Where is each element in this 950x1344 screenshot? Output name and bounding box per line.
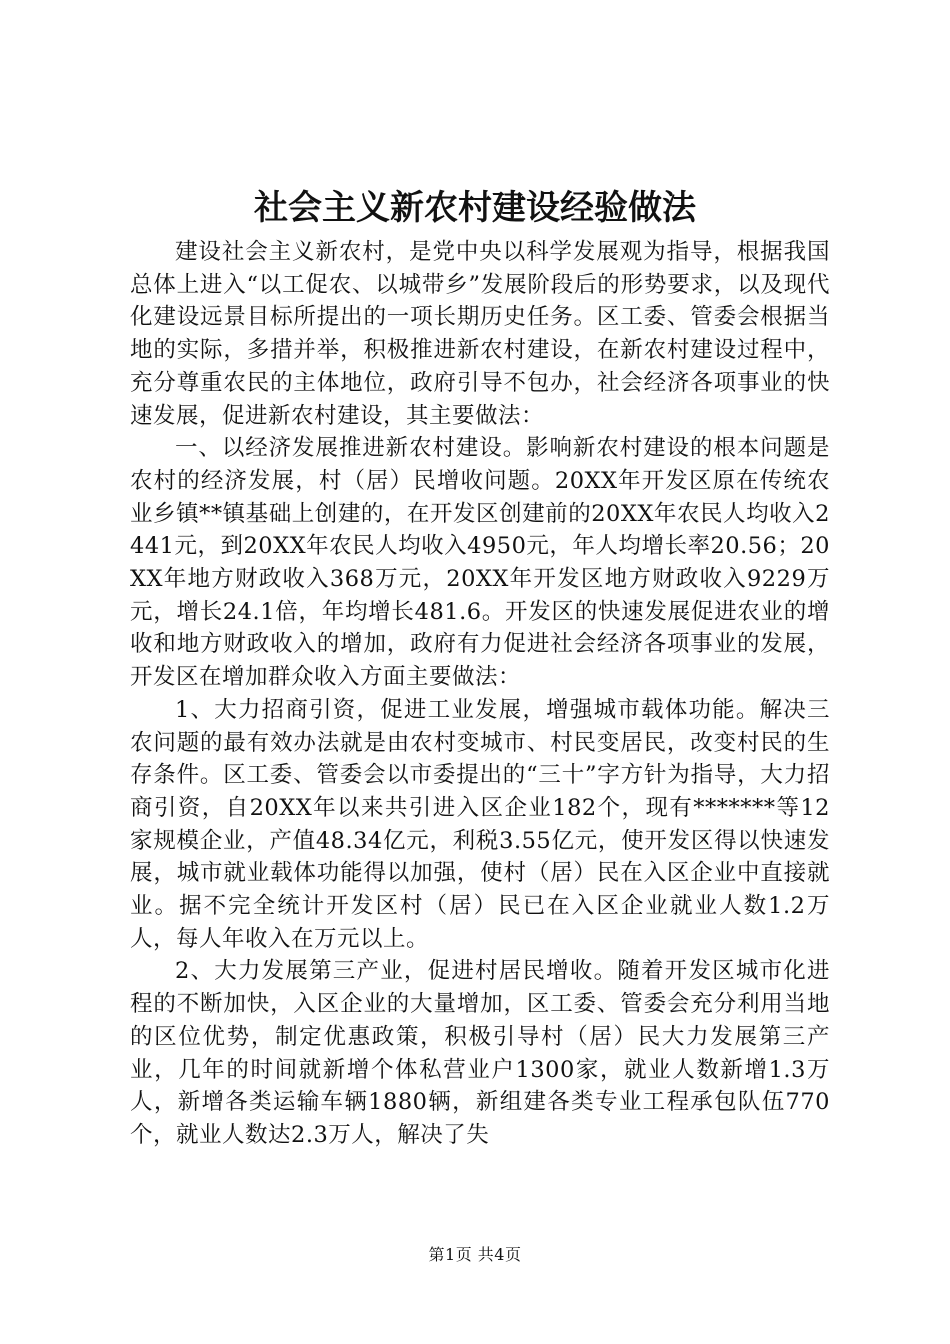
page-footer: 第1页 共4页 xyxy=(428,1245,522,1264)
paragraph-item-1: 1、大力招商引资，促进工业发展，增强城市载体功能。解决三农问题的最有效办法就是由农村变城市、村民变居民，改变村民的生存条件。区工委、管委会以市委提出的“三十”字方针为指导，大力招商引资，自20XX年以来共引进入区企业182个，现有*******等12家规模企业，产值48.34亿元，利税3.55亿元，使开发区得以快速发展，城市就业载体功能得以加强，使村（居）民在入区企业中直接就业。据不完全统计开发区村（居）民已在入区企业就业人数1.2万人，每人年收入在万元以上。 xyxy=(130,696,830,952)
document-title: 社会主义新农村建设经验做法 xyxy=(254,188,696,228)
document-body xyxy=(130,236,830,1152)
paragraph-item-2: 2、大力发展第三产业，促进村居民增收。随着开发区城市化进程的不断加快，入区企业的大量增加，区工委、管委会充分利用当地的区位优势，制定优惠政策，积极引导村（居）民大力发展第三产业，几年的时间就新增个体私营业户1300家，就业人数新增1.3万人，新增各类运输车辆1880辆，新组建各类专业工程承包队伍770个，就业人数达2.3万人，解决了失 xyxy=(130,958,830,1148)
paragraph-section-1: 一、以经济发展推进新农村建设。影响新农村建设的根本问题是农村的经济发展，村（居）民增收问题。20XX年开发区原在传统农业乡镇**镇基础上创建的，在开发区创建前的20XX年农民人均收入2441元，到20XX年农民人均收入4950元，年人均增长率20.56；20XX年地方财政收入368万元，20XX年开发区地方财政收入9229万元，增长24.1倍，年均增长481.6。开发区的快速发展促进农业的增收和地方财政收入的增加，政府有力促进社会经济各项事业的发展，开发区在增加群众收入方面主要做法： xyxy=(130,435,830,691)
paragraph-intro: 建设社会主义新农村，是党中央以科学发展观为指导，根据我国总体上进入“以工促农、以城带乡”发展阶段后的形势要求，以及现代化建设远景目标所提出的一项长期历史任务。区工委、管委会根据当地的实际，多措并举，积极推进新农村建设，在新农村建设过程中，充分尊重农民的主体地位，政府引导不包办，社会经济各项事业的快速发展，促进新农村建设，其主要做法： xyxy=(130,239,830,429)
